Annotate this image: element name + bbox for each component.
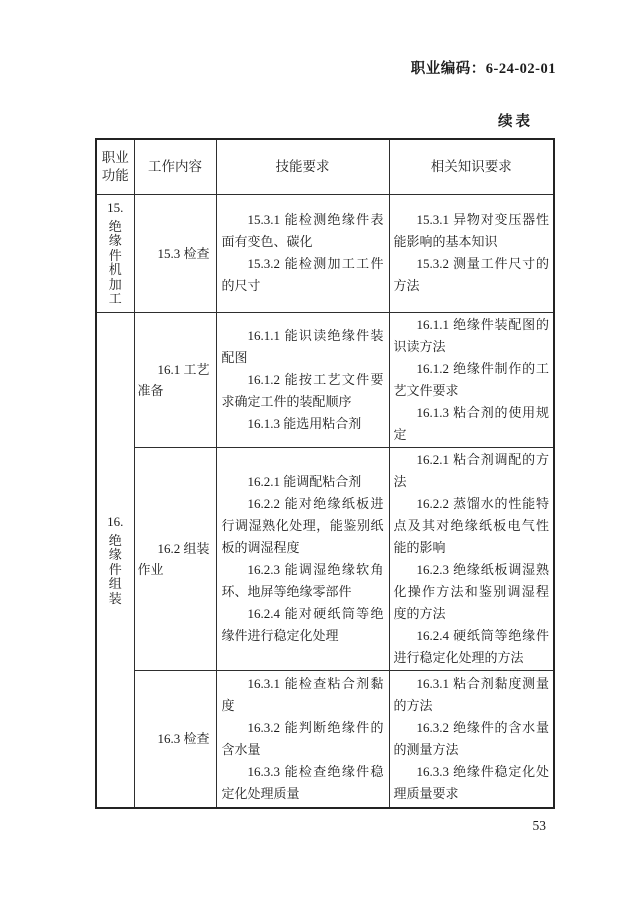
work-content-label: 16.3 检查 [157, 731, 210, 747]
skill-item: 16.2.4 能对硬纸筒等绝缘件进行稳定化处理 [221, 605, 384, 643]
skill-item: 15.3.1 能检测绝缘件表面有变色、碳化 [221, 212, 384, 249]
knowledge-item: 15.3.2 测量工件尺寸的方法 [393, 256, 549, 293]
function-name-vertical: 绝缘件组装 [108, 532, 122, 606]
knowledge-item: 16.2.2 蒸馏水的性能特点及其对绝缘纸板电气性能的影响 [393, 495, 549, 555]
work-content-label: 15.3 检查 [157, 245, 210, 261]
occupation-code-text: 职业编码：6-24-02-01 [410, 61, 556, 77]
continued-table-label: 续表 [498, 114, 533, 130]
function-number: 15. [107, 199, 124, 215]
skill-item: 16.3.2 能判断绝缘件的含水量 [221, 719, 384, 757]
knowledge-item: 16.3.3 绝缘件稳定化处理质量要求 [393, 763, 549, 801]
work-content-cell [134, 447, 216, 670]
work-content-label: 16.2 组装作业 [137, 540, 210, 577]
work-content-cell [134, 670, 216, 808]
table-row [96, 670, 554, 808]
col-header-knowledge-requirements: 相关知识要求 [389, 139, 554, 194]
skills-cell [216, 447, 389, 670]
knowledge-item: 16.2.1 粘合剂调配的方法 [393, 451, 549, 489]
knowledge-item: 16.1.1 绝缘件装配图的识读方法 [393, 316, 549, 354]
knowledge-item: 16.3.1 粘合剂黏度测量的方法 [393, 675, 549, 713]
table-row [96, 447, 554, 670]
table-header-row [96, 139, 554, 194]
function-number: 16. [107, 513, 124, 529]
requirements-table [95, 138, 555, 809]
knowledge-item: 16.1.3 粘合剂的使用规定 [393, 404, 549, 442]
knowledge-item: 16.2.3 绝缘纸板调湿熟化操作方法和鉴别调湿程度的方法 [393, 561, 549, 621]
knowledge-cell [389, 312, 554, 447]
knowledge-cell [389, 447, 554, 670]
knowledge-cell [389, 670, 554, 808]
col-header-work-content: 工作内容 [134, 139, 216, 194]
skill-item: 16.2.1 能调配粘合剂 [247, 473, 362, 489]
knowledge-cell [389, 194, 554, 312]
knowledge-item: 16.3.2 绝缘件的含水量的测量方法 [393, 719, 549, 757]
page-number: 53 [532, 818, 546, 833]
col-header-skill-requirements: 技能要求 [216, 139, 389, 194]
knowledge-item: 15.3.1 异物对变压器性能影响的基本知识 [393, 212, 549, 249]
skill-item: 16.3.3 能检查绝缘件稳定化处理质量 [221, 763, 384, 801]
skill-item: 16.2.2 能对绝缘纸板进行调湿熟化处理，能鉴别纸板的调湿程度 [221, 495, 384, 555]
skill-item: 16.1.1 能识读绝缘件装配图 [221, 327, 384, 365]
skill-item: 16.1.3 能选用粘合剂 [247, 415, 362, 431]
skill-item: 16.2.3 能调湿绝缘软角环、地屏等绝缘零部件 [221, 561, 384, 599]
skills-cell [216, 194, 389, 312]
knowledge-item: 16.1.2 绝缘件制作的工艺文件要求 [393, 360, 549, 398]
table-row [96, 312, 554, 447]
work-content-label: 16.1 工艺准备 [137, 361, 210, 398]
skills-cell [216, 670, 389, 808]
function-cell-15 [96, 194, 134, 312]
work-content-cell [134, 194, 216, 312]
function-cell-16 [96, 312, 134, 808]
skill-item: 16.3.1 能检查粘合剂黏度 [221, 675, 384, 713]
table-row [96, 194, 554, 312]
skill-item: 16.1.2 能按工艺文件要求确定工件的装配顺序 [221, 371, 384, 409]
function-name-vertical: 绝缘件机加工 [108, 218, 122, 306]
col-header-function: 职业功能 [96, 139, 134, 194]
work-content-cell [134, 312, 216, 447]
knowledge-item: 16.2.4 硬纸筒等绝缘件进行稳定化处理的方法 [393, 627, 549, 665]
skill-item: 15.3.2 能检测加工工件的尺寸 [221, 256, 384, 293]
skills-cell [216, 312, 389, 447]
